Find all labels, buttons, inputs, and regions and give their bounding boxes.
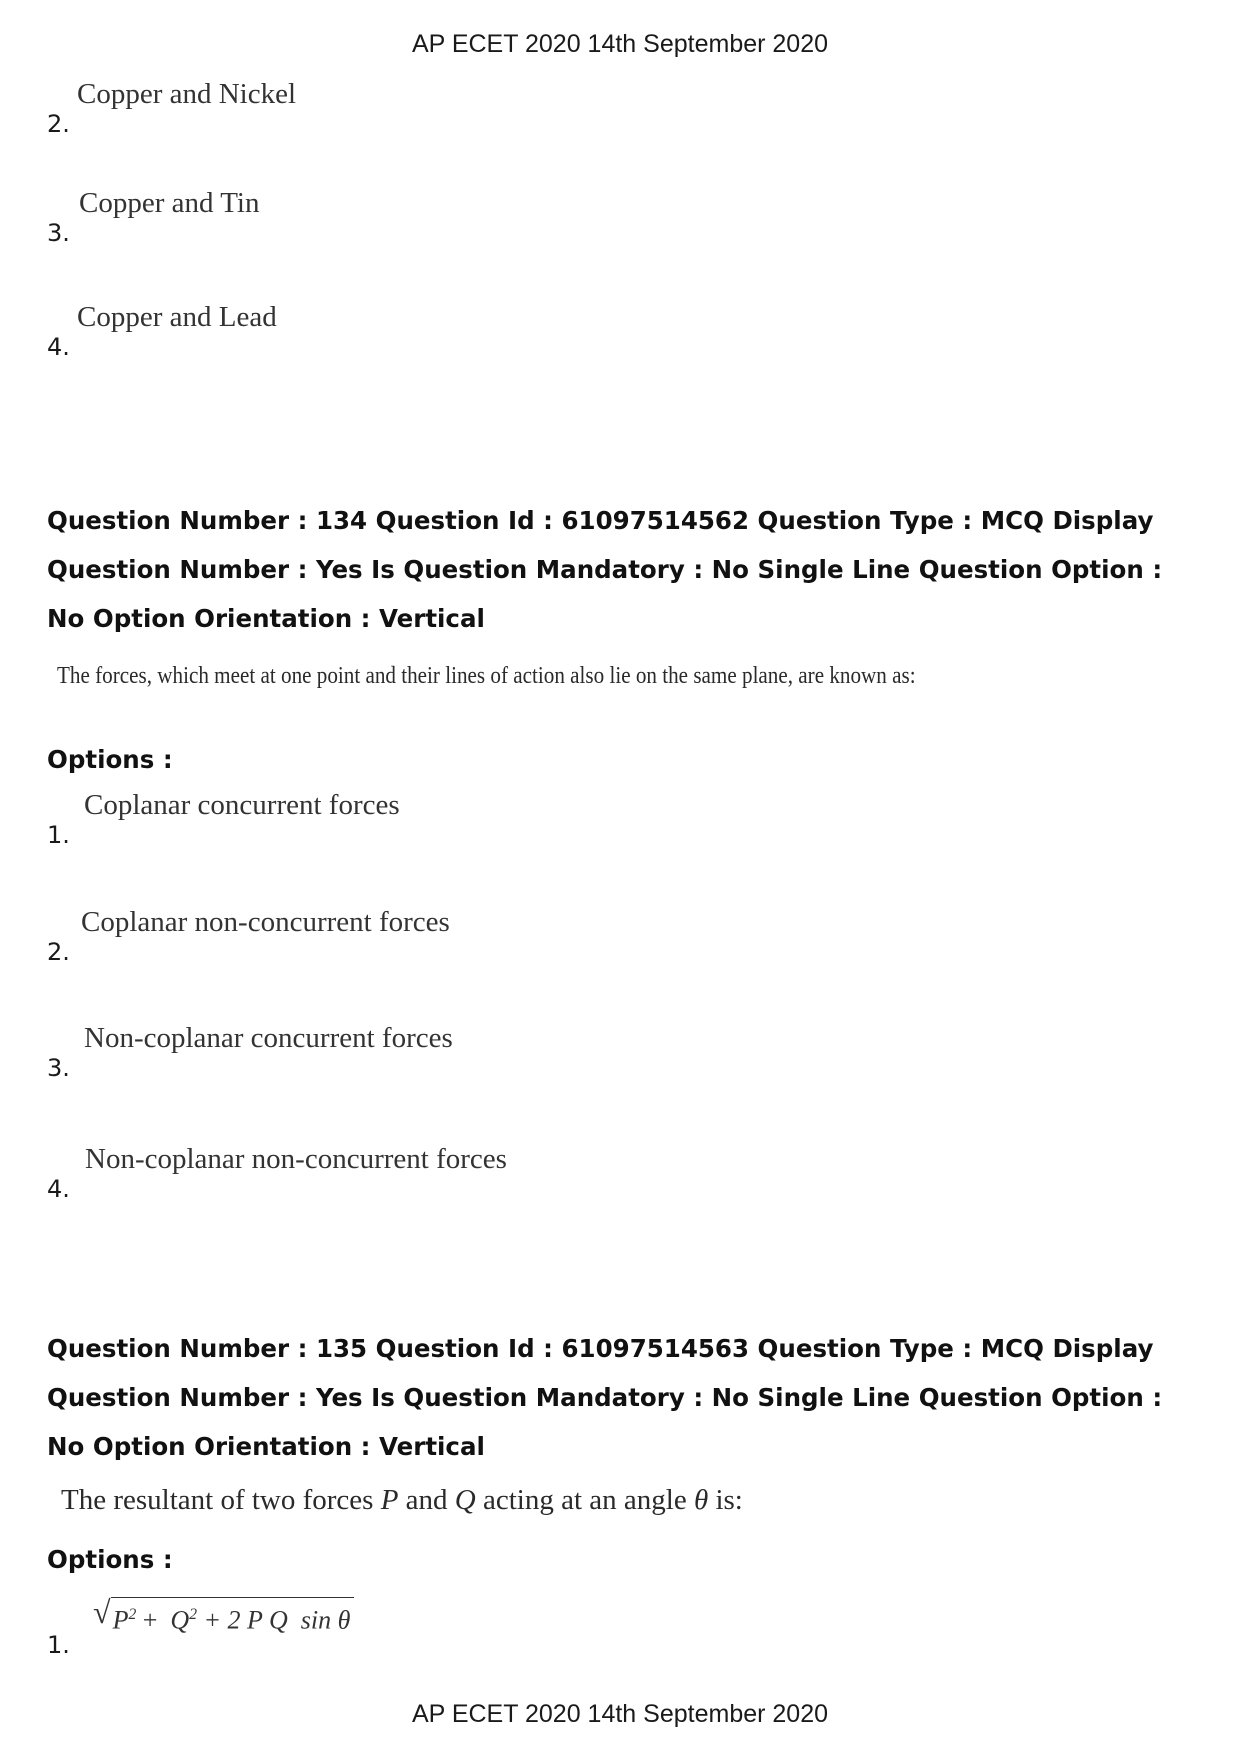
options-label: Options : xyxy=(47,745,173,774)
option-number: 4. xyxy=(47,333,70,361)
option-number: 2. xyxy=(47,110,70,138)
option-number: 4. xyxy=(47,1175,70,1203)
formula-p: P xyxy=(112,1605,129,1635)
radicand xyxy=(111,1597,355,1638)
option-text: Copper and Tin xyxy=(79,187,260,219)
formula-part: + xyxy=(136,1605,171,1635)
option-text: Coplanar non-concurrent forces xyxy=(81,906,450,938)
option-text: Non-coplanar concurrent forces xyxy=(84,1022,453,1054)
radical-sign-icon: √ xyxy=(93,1594,111,1630)
option-number: 1. xyxy=(47,1631,70,1659)
page-header: AP ECET 2020 14th September 2020 xyxy=(411,30,829,58)
option-text: Copper and Lead xyxy=(77,301,277,333)
question-text: The forces, which meet at one point and their lines of action also lie on the same plane, are known as: xyxy=(57,663,916,689)
variable-theta: θ xyxy=(693,1484,709,1516)
option-text: Non-coplanar non-concurrent forces xyxy=(85,1143,507,1175)
question-text xyxy=(61,1484,743,1517)
question-text-part: The resultant of two forces xyxy=(61,1484,381,1516)
question-text-part: is: xyxy=(708,1484,743,1516)
question-meta: Question Number : 135 Question Id : 61097514563 Question Type : MCQ Display Question Number : Yes Is Question Mandatory : No Single Line Question Option : No Option Orientation : Vertical xyxy=(47,1334,1163,1461)
variable-p: P xyxy=(380,1484,399,1516)
question-meta: Question Number : 134 Question Id : 61097514562 Question Type : MCQ Display Question Number : Yes Is Question Mandatory : No Single Line Question Option : No Option Orientation : Vertical xyxy=(47,506,1163,633)
variable-q: Q xyxy=(454,1484,476,1516)
option-text: Copper and Nickel xyxy=(77,78,297,110)
option-number: 2. xyxy=(47,938,70,966)
option-number: 3. xyxy=(47,1054,70,1082)
options-label: Options : xyxy=(47,1545,173,1574)
question-text-part: and xyxy=(398,1484,455,1516)
formula-q: Q xyxy=(170,1605,190,1635)
option-text: Coplanar concurrent forces xyxy=(84,789,400,821)
option-number: 3. xyxy=(47,219,70,247)
formula-part: + 2 P Q sin θ xyxy=(197,1605,351,1635)
question-text-part: acting at an angle xyxy=(475,1484,694,1516)
square-root xyxy=(93,1594,354,1638)
page-footer: AP ECET 2020 14th September 2020 xyxy=(411,1700,829,1728)
formula-exponent: 2 xyxy=(189,1606,197,1623)
option-formula xyxy=(93,1594,354,1638)
option-number: 1. xyxy=(47,821,70,849)
formula-exponent: 2 xyxy=(128,1606,137,1623)
